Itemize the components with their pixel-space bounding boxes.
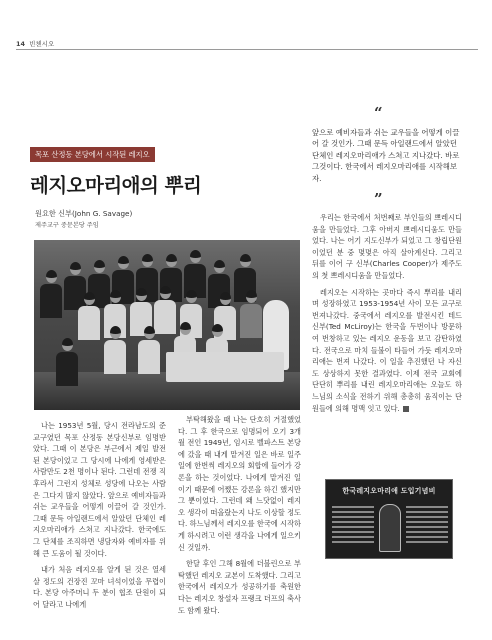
- article-title: 레지오마리애의 뿌리: [30, 174, 202, 197]
- body-paragraph: 한달 후인 그해 8월에 더블린으로 부탁했던 레지오 교본이 도착했다. 그리고 한국에서 레지오가 성공하기를 축원한다는 레지오 창설자 프랭크 더프의 축사도 함께 왔다.: [178, 559, 301, 615]
- publication-name: 빈첸시오: [29, 40, 55, 48]
- pull-quote-text: 앞으로 예비자들과 쉬는 교우들을 어떻게 이끌어 갈 것인가. 그때 문득 아일랜드에서 알았던 단체인 레지오마리애가 스쳐고 지나갔다. 바로 그것이다. 한국에서 레지오마리애를 시작해보자.: [312, 128, 460, 183]
- body-paragraph: [312, 287, 462, 415]
- running-header: [16, 39, 54, 48]
- body-paragraph-text: 레지오는 시작하는 곳마다 즉시 뿌리를 내리며 성장하였고 1953-1954년 사이 모든 교구로 번져나갔다. 중국에서 레지오를 발전시킨 테드 신부(Ted McLiroy)는 한국을 두번이나 방문하여 번창하고 있는 레지오 운동을 보고 감탄하였다. 전국으로 마치 들불이 타들어 가듯 레지오마리애는 번져 나갔다. 이 일을 추진했던 나 자신도 상상하지 못한 결과였다. 이제 전국 교회에 단단히 뿌리를 내린 레지오마리애는 오늘도 하느님의 소식을 전하기 위해 총총히 움직이는 단원들에 의해 명맥 잇고 있다.: [312, 287, 462, 413]
- body-paragraph: 우리는 한국에서 처번째로 부인들의 쁘레시디움을 만들었다. 그후 아버지 쁘레시디움도 만들었다. 나는 어기 지도신부가 되었고 그 창립단원이었던 분 중 몇몇은 아직 살아계신다. 그리고 뒤를 이어 구 신부(Charles Cooper)가 제주도의 첫 쁘레시디움을 만들었다.: [312, 213, 462, 280]
- group-photo: [34, 240, 300, 410]
- photo-person: [40, 270, 62, 318]
- memorial-poster-photo: [325, 479, 453, 559]
- photo-altar-table: [166, 352, 284, 382]
- poster-text-lines: [406, 506, 448, 546]
- photo-person: [78, 292, 100, 340]
- photo-person: [138, 326, 160, 374]
- end-of-article-icon: [403, 406, 409, 412]
- poster-banner: 한국레지오마리애 도입기념비: [342, 487, 436, 495]
- body-column-1: [33, 420, 166, 625]
- poster-text-lines: [332, 506, 374, 546]
- close-quote-icon: ”: [374, 190, 383, 208]
- photo-person: [240, 290, 262, 338]
- author-affiliation: 제주교구 중문본당 주임: [35, 222, 99, 229]
- body-column-2: [178, 414, 301, 626]
- section-tag: 목포 산정동 본당에서 시작된 레지오: [30, 147, 155, 162]
- body-column-3: [312, 212, 462, 455]
- photo-person: [104, 326, 126, 374]
- article-author: 원요한 신부(John G. Savage): [35, 209, 133, 218]
- photo-person: [56, 338, 78, 386]
- header-rule: [16, 49, 478, 50]
- page-number: 14: [16, 40, 26, 48]
- body-paragraph: 나는 1953년 5월, 당시 전라남도의 준교구였던 목포 산정동 본당신부로 임명받았다. 그때 이 본당은 부근에서 제일 발전된 본당이었고 그 당시에 나에게 영세받은 사람만도 2천 명이나 된다. 그런데 전쟁 직후라서 그런지 성체로 성당에 나오는 사람은 그다지 많지 않았다. 앞으로 예비자들과 쉬는 교우들을 어떻게 이끌어 갈 것인가. 그때 문득 아일랜드에서 알았던 단체인 레지오마리애가 스쳐고 지나갔다. 한국에도 그 단체를 조직하면 냉담자와 예비자를 위해 큰 도움이 될 것이다.: [33, 421, 166, 558]
- body-paragraph: 부탁해왔을 때 나는 단호히 거절했었다. 그 후 한국으로 임명되어 오기 3개월 전인 1949년, 임시로 벨파스트 본당에 갔을 때 내게 맡겨진 일은 바로 일주일에 한번씩 레지오의 회합에 들어가 강론을 하는 것이었다. 나에게 맡겨진 일이기 때문에 어쨌든 강론을 하긴 했지만 그 뿐이었다. 그런데 왜 느닷없이 레지오 생각이 떠올랐는지 나도 이상할 정도다. 하느님께서 레지오를 한국에 시작하게 하시려고 이런 생각을 나에게 일으키신 것일까.: [178, 415, 301, 552]
- body-paragraph: 내가 처음 레지오를 알게 된 것은 열세 살 정도의 건장진 꼬마 녀석이었을 무렵이다. 본당 아주머니 두 분이 협조 단원이 되어 달라고 나에게: [33, 565, 166, 609]
- poster-emblem: [379, 504, 401, 552]
- open-quote-icon: “: [374, 104, 383, 122]
